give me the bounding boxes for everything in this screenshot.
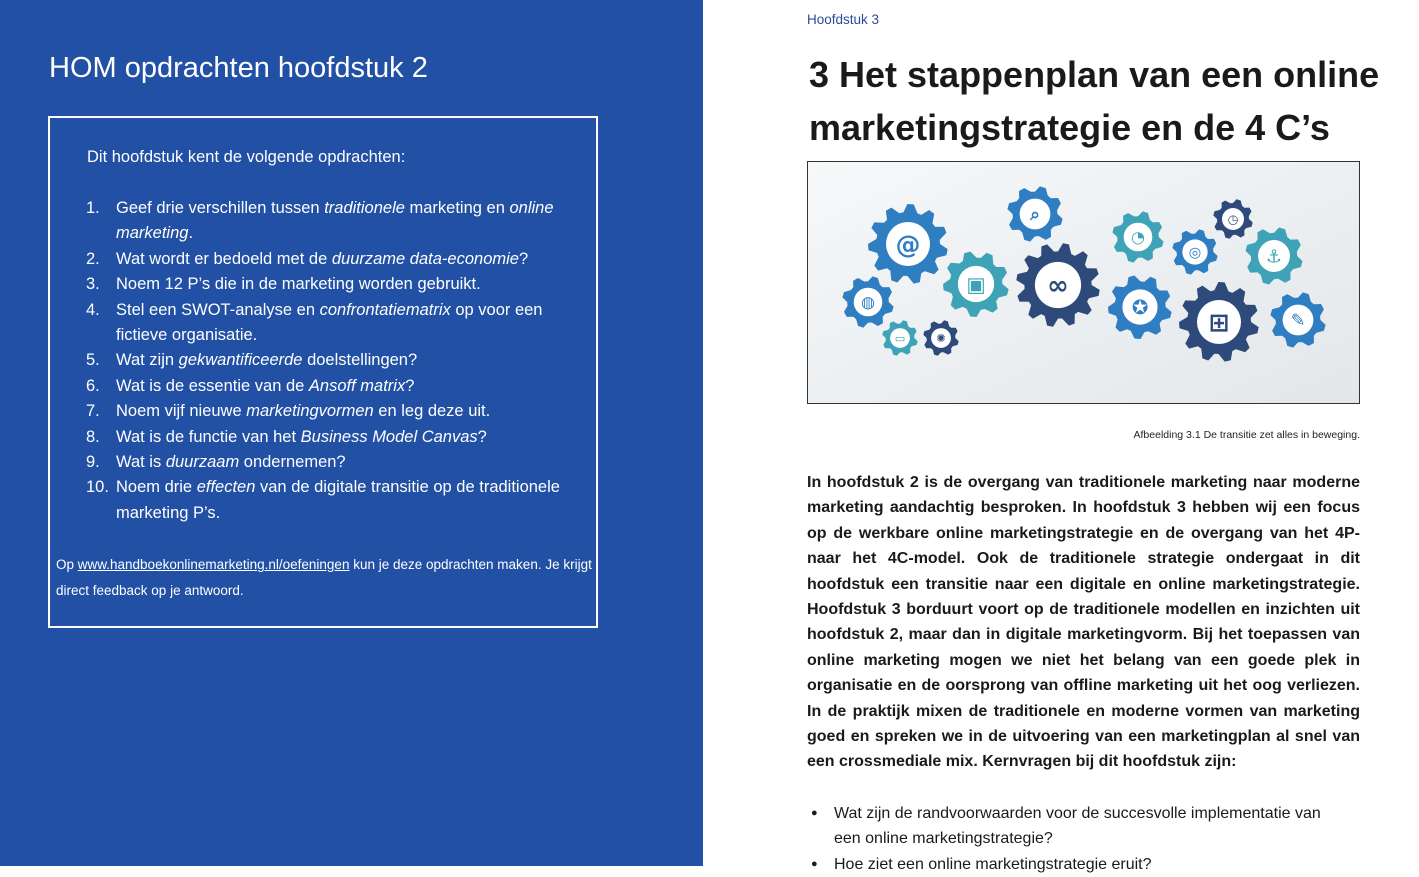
svg-text:◍: ◍: [860, 292, 876, 312]
exercises-link[interactable]: www.handboekonlinemarketing.nl/oefeningen: [77, 557, 350, 572]
assignments-list: [86, 196, 566, 526]
assignment-item: [86, 475, 566, 526]
key-question: [807, 801, 1347, 852]
assignment-item: [86, 298, 566, 349]
assignment-term: marketingvormen: [246, 402, 374, 421]
assignment-item: [86, 425, 566, 450]
figure-caption: Afbeelding 3.1 De transitie zet alles in beweging.: [1133, 429, 1360, 441]
assignment-text: ?: [518, 249, 529, 268]
assignment-text: ?: [477, 427, 487, 446]
chapter-intro-text: In hoofdstuk 2 is de overgang van traditionele marketing naar moderne marketing aandachtig besproken. In hoofdstuk 3 hebben wij een focus op de werkbare online marketingstrategie en de overgang van het 4P- naar het 4C-model. Ook de traditionele strategie ondergaat in dit hoofdstuk een transitie naar een digitale en online marketingstrategie. Hoofdstuk 3 borduurt voort op de traditionele modellen en inzichten uit hoofdstuk 2, maar dan in digitale marketingvorm. Bij het toepassen van online marketing mogen we niet het belang van een goede plek in organisatie en de oorsprong van offline marketing uit het oog verliezen. In de praktijk mixen de traditionele en moderne vormen van marketing goed en spreken we in de uitvoering van een marketingplan al snel van een crossmediale mix. Kernvragen bij dit hoofdstuk zijn:: [807, 474, 1360, 771]
assignment-text: doelstellingen?: [302, 351, 418, 370]
chapter-title-line2: marketingstrategie en de 4 C’s: [809, 107, 1330, 148]
assignment-text: Noem vijf nieuwe: [116, 402, 247, 421]
assignment-number: 8.: [86, 427, 100, 446]
assignment-text: en leg deze uit.: [373, 402, 491, 421]
key-question-text: Hoe ziet een online marketingstrategie eruit?: [834, 855, 1152, 873]
assignment-text: op voor een fictieve organisatie.: [116, 300, 543, 345]
gears-illustration: [807, 161, 1360, 404]
assignment-number: 2.: [86, 249, 100, 268]
assignment-text: Wat is de functie van het: [116, 427, 301, 446]
assignment-number: 1.: [86, 199, 100, 217]
assignment-item: [86, 450, 566, 475]
svg-text:⌕: ⌕: [1030, 205, 1040, 226]
assignment-number: 6.: [86, 376, 100, 395]
assignment-text: van de digitale transitie op de traditionele marketing P’s.: [116, 478, 560, 522]
assignments-page: [0, 0, 703, 866]
svg-text:◷: ◷: [1227, 211, 1239, 227]
assignment-item: [86, 272, 566, 297]
svg-text:⚓: ⚓: [1265, 246, 1283, 268]
key-question: [807, 852, 1347, 877]
bullet-icon: ●: [811, 807, 818, 819]
assignment-term: gekwantificeerde: [178, 351, 303, 370]
assignment-number: 3.: [86, 275, 100, 294]
chapter-label: Hoofdstuk 3: [807, 12, 880, 27]
assignment-term: effecten: [196, 478, 256, 497]
assignment-text: Wat zijn: [116, 351, 179, 370]
bullet-icon: ●: [811, 857, 818, 870]
assignment-number: 7.: [86, 402, 100, 421]
assignment-item: [86, 348, 566, 373]
assignment-text: ondernemen?: [239, 453, 346, 472]
chapter-title: [809, 48, 1419, 154]
svg-text:@: @: [895, 229, 921, 259]
assignment-text: Wat is: [116, 453, 166, 472]
svg-text:▣: ▣: [966, 272, 986, 297]
assignment-text: ?: [405, 376, 415, 395]
assignment-text: Wat is de essentie van de: [116, 376, 309, 395]
footnote-post: kun je deze opdrachten maken. Je krijgt direct feedback op je antwoord.: [56, 557, 592, 598]
footnote-pre: Op: [56, 557, 78, 572]
svg-text:∞: ∞: [1047, 271, 1069, 302]
svg-text:✪: ✪: [1131, 296, 1149, 320]
assignment-term: Ansoff matrix: [308, 376, 406, 395]
link-gear-icon: [1016, 243, 1099, 326]
assignment-item: [86, 196, 566, 247]
svg-text:✎: ✎: [1290, 311, 1306, 332]
assignment-term: duurzaam: [165, 453, 240, 472]
svg-text:✺: ✺: [936, 331, 946, 345]
assignment-term: online marketing: [116, 199, 554, 243]
assignments-footnote: [56, 552, 592, 604]
assignment-text: Geef drie verschillen tussen: [116, 199, 325, 217]
assignment-item: [86, 399, 566, 424]
assignment-number: 9.: [86, 453, 100, 472]
assignment-text: .: [188, 224, 194, 243]
assignment-text: Noem drie: [116, 478, 197, 497]
key-question-text: Wat zijn de randvoorwaarden voor de succesvolle implementatie van een online marketingstrategie?: [834, 805, 1321, 848]
svg-text:⊞: ⊞: [1208, 307, 1230, 337]
assignments-intro: Dit hoofdstuk kent de volgende opdrachten:: [87, 148, 406, 166]
assignment-number: 10.: [86, 478, 109, 497]
assignment-text: marketing en: [404, 199, 510, 217]
chapter-title-line1: 3 Het stappenplan van een online: [809, 54, 1380, 95]
assignment-text: Wat wordt er bedoeld met de: [116, 249, 332, 268]
assignment-term: duurzame data-economie: [331, 249, 519, 268]
assignment-term: confrontatiematrix: [319, 300, 451, 319]
assignment-term: traditionele: [324, 199, 405, 217]
assignment-item: [86, 374, 566, 399]
assignment-text: Noem 12 P’s die in de marketing worden gebruikt.: [116, 275, 481, 294]
assignments-title: HOM opdrachten hoofdstuk 2: [49, 52, 428, 84]
assignment-text: Stel een SWOT-analyse en: [116, 300, 320, 319]
assignment-term: Business Model Canvas: [300, 427, 478, 446]
svg-text:◔: ◔: [1130, 227, 1146, 247]
svg-text:▭: ▭: [894, 331, 906, 345]
assignment-number: 4.: [86, 300, 100, 319]
assignment-number: 5.: [86, 351, 100, 370]
assignment-item: [86, 247, 566, 272]
svg-text:◎: ◎: [1188, 245, 1202, 262]
